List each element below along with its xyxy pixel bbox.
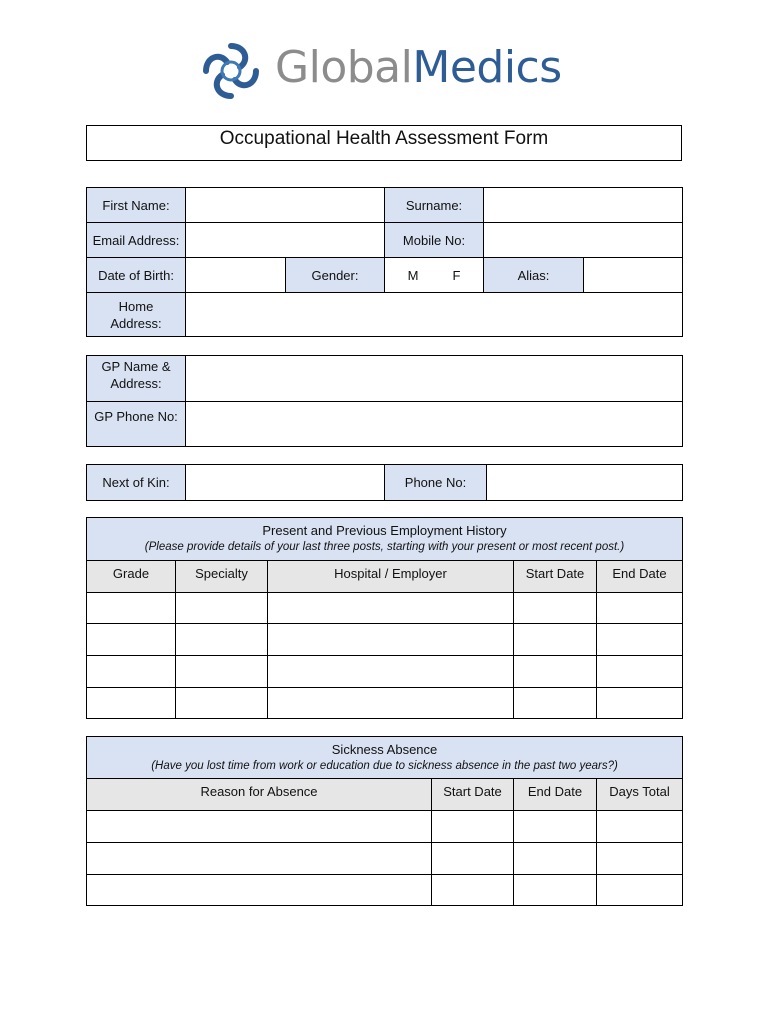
- reason-cell[interactable]: [87, 811, 432, 843]
- gp-name-field[interactable]: [186, 356, 683, 402]
- kin-phone-field[interactable]: [487, 465, 683, 501]
- sickness-section-header: [87, 737, 683, 779]
- days-total-cell[interactable]: [597, 875, 683, 906]
- mobile-field[interactable]: [484, 223, 683, 258]
- days-total-cell[interactable]: [597, 843, 683, 875]
- specialty-cell[interactable]: [176, 593, 268, 624]
- brand-name: [275, 40, 562, 96]
- start-date-cell[interactable]: [432, 843, 514, 875]
- specialty-cell[interactable]: [176, 624, 268, 656]
- col-end-date: End Date: [514, 779, 597, 811]
- grade-cell[interactable]: [87, 688, 176, 719]
- form-title: Occupational Health Assessment Form: [86, 125, 682, 161]
- gp-details-table: [86, 355, 683, 447]
- end-date-cell[interactable]: [597, 624, 683, 656]
- employment-subtitle: (Please provide details of your last three posts, starting with your present or most recent post.): [144, 541, 625, 553]
- employment-title: Present and Previous Employment History: [262, 523, 507, 538]
- employer-cell[interactable]: [268, 624, 514, 656]
- employer-cell[interactable]: [268, 656, 514, 688]
- end-date-cell[interactable]: [514, 843, 597, 875]
- employment-section-header: [87, 518, 683, 561]
- table-row: [87, 688, 683, 719]
- swirl-logo-icon: [200, 40, 262, 102]
- table-row: [87, 875, 683, 906]
- alias-field[interactable]: [584, 258, 683, 293]
- col-start-date: Start Date: [514, 561, 597, 593]
- end-date-cell[interactable]: [514, 811, 597, 843]
- start-date-cell[interactable]: [514, 688, 597, 719]
- days-total-cell[interactable]: [597, 811, 683, 843]
- reason-cell[interactable]: [87, 875, 432, 906]
- gp-phone-label: GP Phone No:: [87, 402, 186, 447]
- grade-cell[interactable]: [87, 624, 176, 656]
- col-reason-for-absence: Reason for Absence: [87, 779, 432, 811]
- gp-phone-field[interactable]: [186, 402, 683, 447]
- end-date-cell[interactable]: [597, 688, 683, 719]
- mobile-label: Mobile No:: [385, 223, 484, 258]
- first-name-field[interactable]: [186, 188, 385, 223]
- employer-cell[interactable]: [268, 688, 514, 719]
- home-address-label-line1: Home: [118, 298, 154, 314]
- kin-phone-label: Phone No:: [385, 465, 487, 501]
- start-date-cell[interactable]: [514, 593, 597, 624]
- start-date-cell[interactable]: [432, 875, 514, 906]
- personal-details-table: [86, 187, 683, 337]
- table-row: [87, 811, 683, 843]
- surname-field[interactable]: [484, 188, 683, 223]
- start-date-cell[interactable]: [514, 656, 597, 688]
- sickness-subtitle: (Have you lost time from work or education due to sickness absence in the past two years?): [151, 759, 618, 772]
- next-of-kin-field[interactable]: [186, 465, 385, 501]
- gp-name-label-line1: GP Name &: [101, 359, 171, 374]
- start-date-cell[interactable]: [514, 624, 597, 656]
- brand-logo: [200, 38, 570, 102]
- col-end-date: End Date: [597, 561, 683, 593]
- end-date-cell[interactable]: [597, 593, 683, 624]
- table-row: [87, 656, 683, 688]
- table-row: [87, 843, 683, 875]
- brand-word-medics: Medics: [412, 42, 562, 93]
- next-of-kin-table: [86, 464, 683, 501]
- col-start-date: Start Date: [432, 779, 514, 811]
- home-address-field[interactable]: [186, 293, 683, 337]
- table-row: [87, 593, 683, 624]
- home-address-label-line2: Address:: [110, 315, 162, 331]
- col-specialty: Specialty: [176, 561, 268, 593]
- col-days-total: Days Total: [597, 779, 683, 811]
- email-field[interactable]: [186, 223, 385, 258]
- reason-cell[interactable]: [87, 843, 432, 875]
- sickness-absence-table: [86, 736, 683, 906]
- col-hospital-employer: Hospital / Employer: [268, 561, 514, 593]
- next-of-kin-label: Next of Kin:: [87, 465, 186, 501]
- grade-cell[interactable]: [87, 593, 176, 624]
- surname-label: Surname:: [385, 188, 484, 223]
- home-address-label: [87, 293, 186, 337]
- gender-m-option[interactable]: M: [407, 267, 419, 283]
- start-date-cell[interactable]: [432, 811, 514, 843]
- gp-name-label: [87, 356, 186, 402]
- sickness-title: Sickness Absence: [331, 741, 438, 757]
- end-date-cell[interactable]: [597, 656, 683, 688]
- specialty-cell[interactable]: [176, 656, 268, 688]
- alias-label: Alias:: [484, 258, 584, 293]
- first-name-label: First Name:: [87, 188, 186, 223]
- dob-label: Date of Birth:: [87, 258, 186, 293]
- gp-name-label-line2: Address:: [110, 376, 162, 391]
- gender-options: [385, 258, 484, 293]
- email-label: Email Address:: [87, 223, 186, 258]
- brand-word-global: Global: [275, 42, 413, 93]
- gender-label: Gender:: [286, 258, 385, 293]
- grade-cell[interactable]: [87, 656, 176, 688]
- end-date-cell[interactable]: [514, 875, 597, 906]
- employer-cell[interactable]: [268, 593, 514, 624]
- col-grade: Grade: [87, 561, 176, 593]
- gender-f-option[interactable]: F: [452, 267, 461, 283]
- specialty-cell[interactable]: [176, 688, 268, 719]
- table-row: [87, 624, 683, 656]
- dob-field[interactable]: [186, 258, 286, 293]
- employment-history-table: [86, 517, 683, 719]
